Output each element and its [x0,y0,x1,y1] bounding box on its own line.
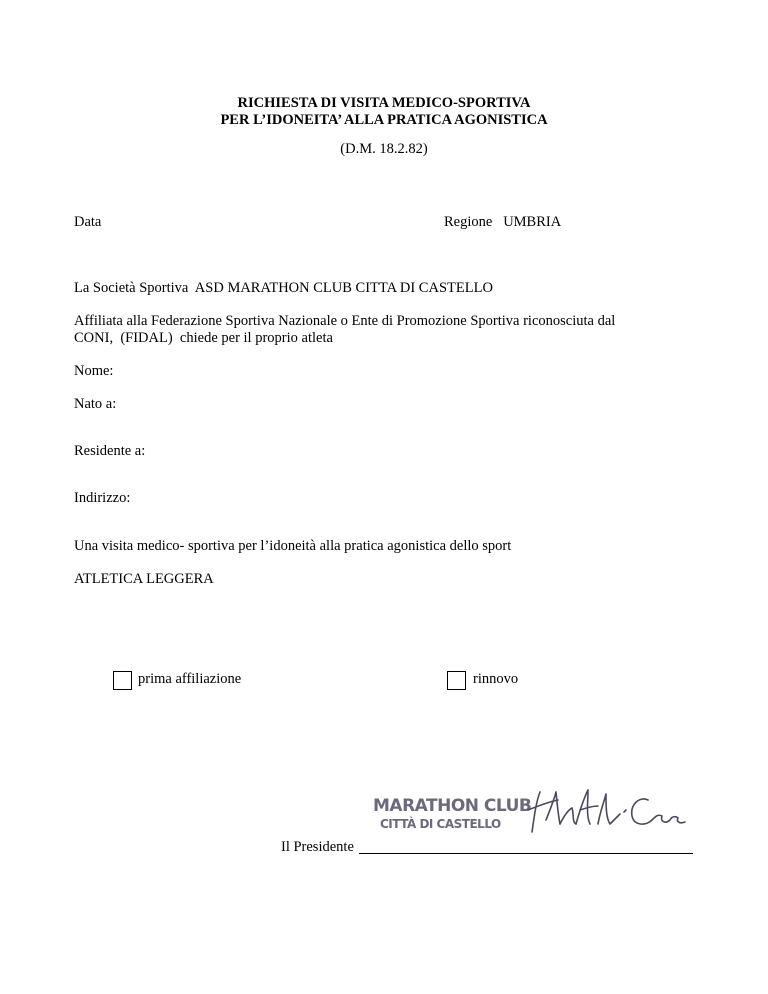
prima-affiliazione-label: prima affiliazione [138,671,242,687]
president-label: Il Presidente [281,839,354,855]
club-stamp-line2: CITTÀ DI CASTELLO [380,817,501,831]
resident-label: Residente a: [74,443,146,459]
address-label: Indirizzo: [74,490,131,506]
affiliation-line1: Affiliata alla Federazione Sportiva Nazionale o Ente di Promozione Sportiva riconosciuta dal [74,313,616,329]
born-label: Nato a: [74,396,117,412]
rinnovo-checkbox[interactable] [447,671,466,690]
president-signature [520,780,690,840]
president-signature-line [359,853,693,854]
society-line: La Società Sportiva ASD MARATHON CLUB CITTA DI CASTELLO [74,280,493,296]
date-label: Data [74,214,102,230]
request-line: Una visita medico- sportiva per l’idoneità alla pratica agonistica dello sport [74,538,512,554]
rinnovo-label: rinnovo [473,671,519,687]
document-title-line1: RICHIESTA DI VISITA MEDICO-SPORTIVA [237,95,531,111]
region-label: Regione UMBRIA [444,214,562,230]
sport-name: ATLETICA LEGGERA [74,571,214,587]
prima-affiliazione-checkbox[interactable] [113,671,132,690]
club-stamp-line1: MARATHON CLUB [373,796,532,816]
document-title-line2: PER L’IDONEITA’ ALLA PRATICA AGONISTICA [220,112,548,128]
name-label: Nome: [74,363,114,379]
affiliation-line2: CONI, (FIDAL) chiede per il proprio atleta [74,330,333,346]
decree-reference: (D.M. 18.2.82) [340,141,428,157]
